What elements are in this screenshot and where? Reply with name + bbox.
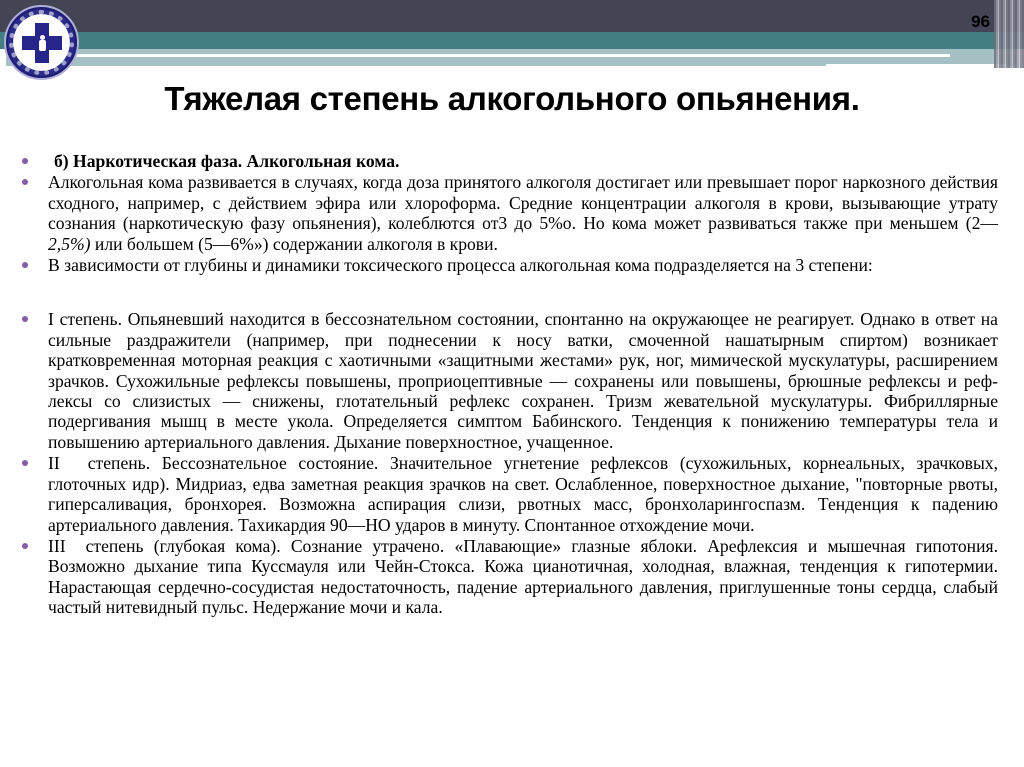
page-number: 96 xyxy=(971,12,990,31)
slide-title: Тяжелая степень алкогольного опьянения. xyxy=(164,80,860,117)
bullet-dot-icon xyxy=(22,460,28,466)
list-item-text: Алкогольная кома развивается в случаях, когда доза принятого алкоголя достигает или превышает порог наркозного действия сходного, например, с действием эфира или хлороформа. Средние концентрации алкоголя в крови, вызывающие утрату сознания (наркотическую фазу опьянения), колеблются от3 до 5%о. Но кома может развиваться также при меньшем (2—2,5%) или большем (5—6%») содержании алкоголя в крови. xyxy=(48,172,998,254)
header-white-block xyxy=(826,64,1006,68)
header-dark-band xyxy=(0,0,1024,32)
bullet-dot-icon xyxy=(22,543,28,549)
list-item-text: В зависимости от глубины и динамики токсического процесса алкогольная кома подразделяется на 3 степени: xyxy=(48,255,873,276)
header-white-line xyxy=(6,54,950,57)
list-item-degree-2 xyxy=(22,453,998,535)
person-icon xyxy=(37,35,47,51)
bullet-dot-icon xyxy=(22,179,28,185)
list-item xyxy=(22,172,998,254)
header-edge-stripes xyxy=(994,0,1024,68)
list-item-degree-3 xyxy=(22,536,998,618)
list-item-text: I степень. Опьяневший находится в бессознательном состоянии, спонтанно на окружающее не реагирует. Однако в ответ на сильные раздражители (например, при поднесении к носу ватки, смоченной нашатырным спиртом) возникает кратковременная моторная реакция с хаотичными «защитными жестами» рук, ног, мимической мускулатуры, расширением зрачков. Сухожильные рефлексы повышены, проприоцептивные — сохранены или повышены, брюшные рефлексы и реф-лексы со слизистых — снижены, глотательный рефлекс сохранен. Тризм жевательной мускулатуры. Фибриллярные подергивания мышц в месте укола. Определяется симптом Бабинского. Тенденция к понижению температуры тела и повышению артериального давления. Дыхание поверхностное, учащенное. xyxy=(48,309,998,452)
list-item-text: III степень (глубокая кома). Сознание утрачено. «Плавающие» глазные яблоки. Арефлексия и мышечная гипотония. Возможно дыхание типа Куссмауля или Чейн-Стокса. Кожа цианотичная, холодная, влажная, тенденция к гипотермии. Нарастающая сердечно-сосудистая недостаточность, падение артериального давления, приглушенные тоны сердца, слабый частый нитевидный пульс. Недержание мочи и кала. xyxy=(48,535,998,618)
bullet-list xyxy=(22,151,998,618)
list-item-text: б) Наркотическая фаза. Алкогольная кома. xyxy=(54,151,400,171)
bullet-dot-icon xyxy=(22,158,28,164)
list-item-text: II степень. Бессознательное состояние. Значительное угнетение рефлексов (сухожильных, корнеальных, зрачковых, глоточных идр). Мидриаз, едва заметная реакция зрачков на свет. Ослабленное, поверхностное дыхание, "повторные рвоты, гиперсаливация, бронхорея. Возможна аспирация слизи, рвотных масс, бронхоларингоспазм. Тенденция к падению артериального давления. Тахикардия 90—НО ударов в минуту. Спонтанное отхождение мочи. xyxy=(48,453,998,535)
list-item-degree-1 xyxy=(22,309,998,452)
header-teal-band xyxy=(0,32,1024,49)
list-item xyxy=(22,151,998,171)
list-item xyxy=(22,255,998,275)
slide-header xyxy=(0,0,1024,68)
bullet-dot-icon xyxy=(22,262,28,268)
bullet-dot-icon xyxy=(22,316,28,322)
medical-cross-logo-icon xyxy=(4,5,79,80)
